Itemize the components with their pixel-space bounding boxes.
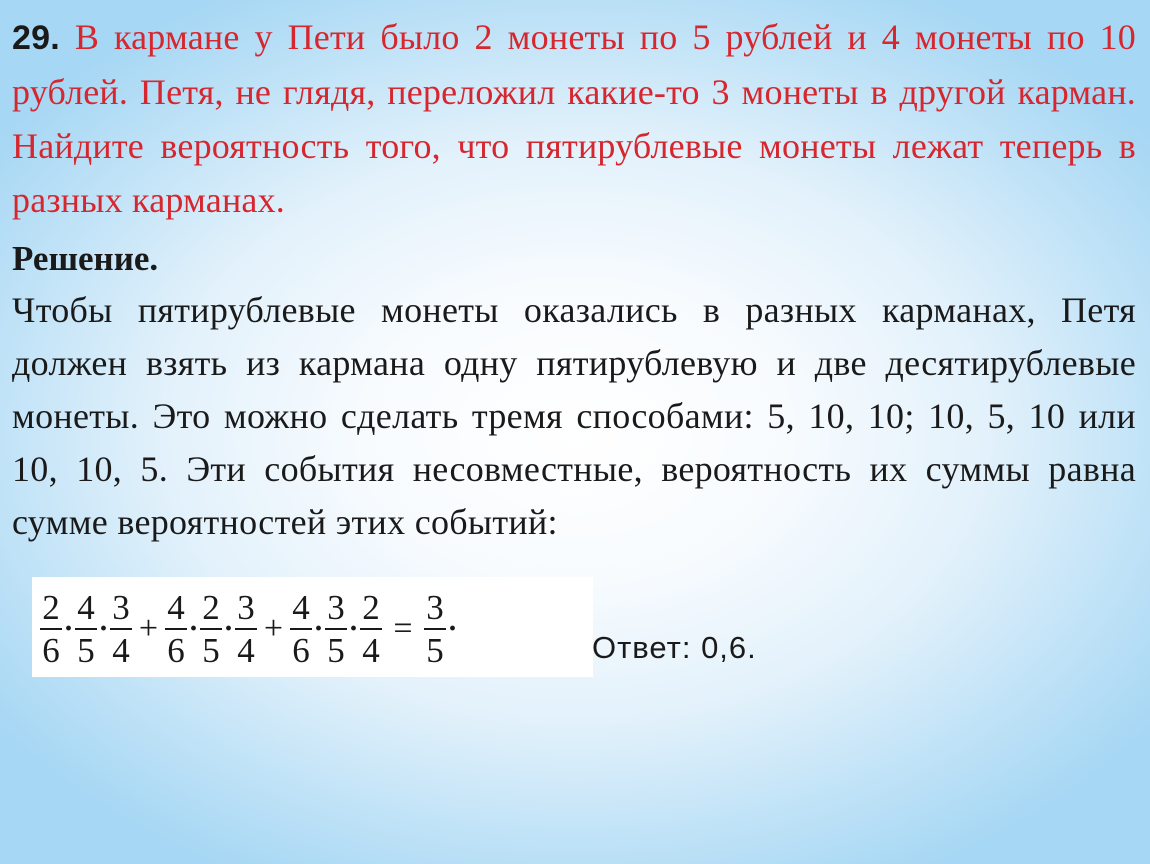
denominator: 5 <box>426 630 444 670</box>
denominator: 6 <box>167 630 185 670</box>
fraction <box>200 587 222 670</box>
numerator: 4 <box>77 587 95 627</box>
plus-sign: + <box>263 610 284 647</box>
problem-statement <box>12 10 1136 227</box>
fraction <box>235 587 257 670</box>
result-fraction <box>424 587 446 670</box>
answer: Ответ: 0,6. <box>592 630 757 665</box>
probability-formula <box>40 589 459 669</box>
denominator: 4 <box>112 630 130 670</box>
multiply-sign: · <box>313 612 324 645</box>
fraction <box>325 587 347 670</box>
problem-number: 29. <box>12 19 60 57</box>
denominator: 6 <box>42 630 60 670</box>
multiply-sign: · <box>188 612 199 645</box>
fraction <box>75 587 97 670</box>
denominator: 4 <box>362 630 380 670</box>
numerator: 4 <box>167 587 185 627</box>
problem-text: В кармане у Пети было 2 монеты по 5 рублей и 4 монеты по 10 рублей. Петя, не глядя, переложил какие-то 3 монеты в другой карман. Найдите вероятность того, что пятирублевые монеты лежат теперь в разных карманах. <box>12 17 1136 220</box>
formula-image <box>32 577 593 677</box>
denominator: 5 <box>77 630 95 670</box>
multiply-sign: · <box>63 612 74 645</box>
solution-heading: Решение. <box>12 239 159 278</box>
plus-sign: + <box>138 610 159 647</box>
numerator: 3 <box>112 587 130 627</box>
multiply-sign: · <box>447 612 458 645</box>
numerator: 2 <box>42 587 60 627</box>
fraction <box>360 587 382 670</box>
fraction <box>290 587 312 670</box>
fraction <box>110 587 132 670</box>
solution-text: Чтобы пятирублевые монеты оказались в разных карманах, Петя должен взять из кармана одну пятирублевую и две десятирублевые монеты. Это можно сделать тремя способами: 5, 10, 10; 10, 5, 10 или 10, 10, 5. Эти события несовместные, вероятность их суммы равна сумме вероятностей этих событий: <box>12 290 1136 542</box>
numerator: 4 <box>292 587 310 627</box>
equals-sign: = <box>393 610 413 647</box>
denominator: 5 <box>202 630 220 670</box>
denominator: 4 <box>237 630 255 670</box>
fraction <box>165 587 187 670</box>
numerator: 3 <box>426 587 444 627</box>
numerator: 3 <box>237 587 255 627</box>
fraction <box>40 587 62 670</box>
multiply-sign: · <box>348 612 359 645</box>
denominator: 5 <box>327 630 345 670</box>
multiply-sign: · <box>98 612 109 645</box>
numerator: 2 <box>202 587 220 627</box>
numerator: 3 <box>327 587 345 627</box>
denominator: 6 <box>292 630 310 670</box>
numerator: 2 <box>362 587 380 627</box>
multiply-sign: · <box>223 612 234 645</box>
